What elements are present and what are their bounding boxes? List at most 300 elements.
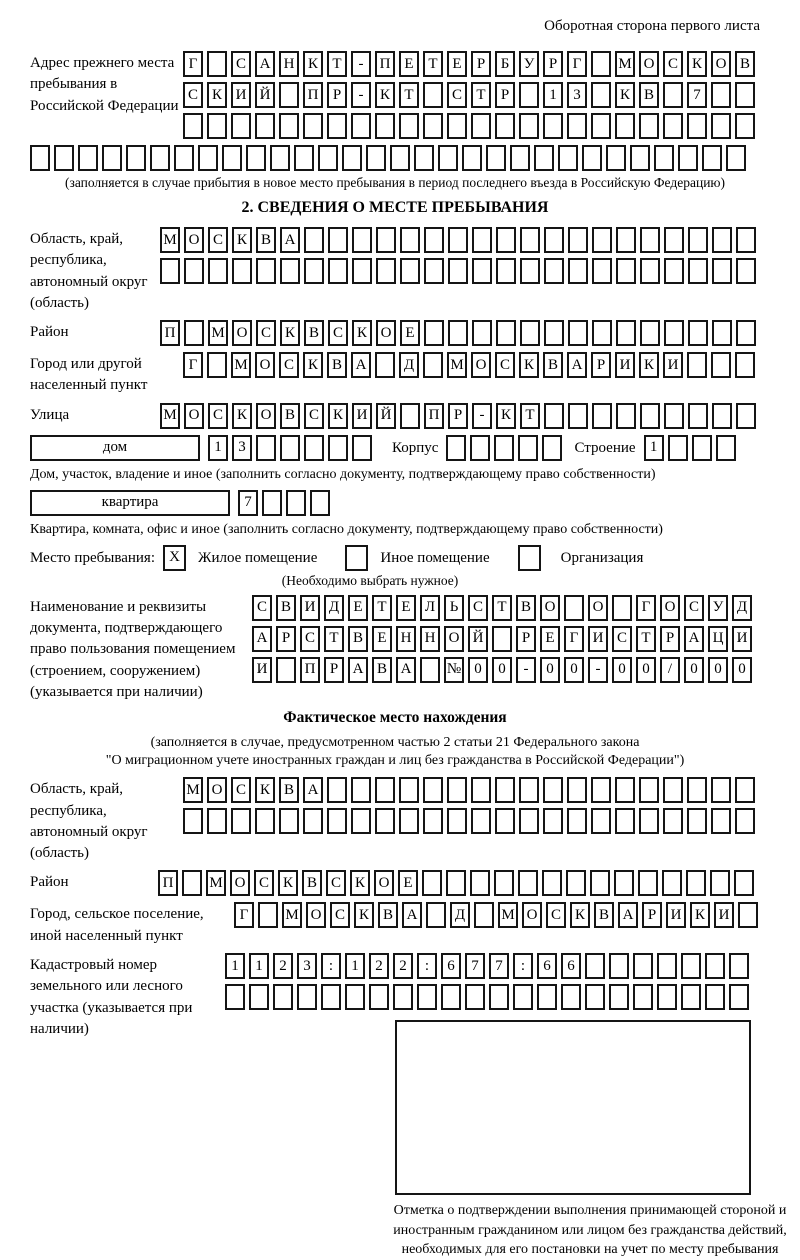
char-cell[interactable]	[351, 113, 371, 139]
char-cell[interactable]	[102, 145, 122, 171]
char-cell[interactable]: О	[374, 870, 394, 896]
char-cell[interactable]: 1	[208, 435, 228, 461]
char-cell[interactable]	[279, 113, 299, 139]
char-cell[interactable]: К	[303, 352, 323, 378]
char-cell[interactable]: В	[280, 403, 300, 429]
char-cell[interactable]	[664, 227, 684, 253]
char-cell[interactable]	[543, 113, 563, 139]
char-cell[interactable]	[558, 145, 578, 171]
char-cell[interactable]: С	[663, 51, 683, 77]
char-cell[interactable]: К	[352, 320, 372, 346]
char-cell[interactable]: 2	[393, 953, 413, 979]
char-cell[interactable]: С	[208, 403, 228, 429]
char-cell[interactable]	[465, 984, 485, 1010]
char-cell[interactable]	[273, 984, 293, 1010]
char-cell[interactable]	[494, 435, 514, 461]
char-cell[interactable]: Е	[372, 626, 392, 652]
char-cell[interactable]	[183, 113, 203, 139]
char-cell[interactable]	[448, 258, 468, 284]
char-cell[interactable]: -	[351, 51, 371, 77]
char-cell[interactable]	[518, 435, 538, 461]
char-cell[interactable]	[400, 403, 420, 429]
char-cell[interactable]: Н	[279, 51, 299, 77]
char-cell[interactable]	[351, 777, 371, 803]
char-cell[interactable]	[640, 320, 660, 346]
char-cell[interactable]	[447, 777, 467, 803]
char-cell[interactable]: В	[327, 352, 347, 378]
char-cell[interactable]: С	[612, 626, 632, 652]
char-cell[interactable]	[231, 808, 251, 834]
char-cell[interactable]	[711, 352, 731, 378]
char-cell[interactable]: Ь	[444, 595, 464, 621]
char-cell[interactable]	[664, 258, 684, 284]
char-cell[interactable]: Й	[255, 82, 275, 108]
checkbox-residential[interactable]: X	[163, 545, 186, 571]
char-cell[interactable]	[471, 808, 491, 834]
char-cell[interactable]	[448, 320, 468, 346]
char-cell[interactable]	[417, 984, 437, 1010]
char-cell[interactable]: Ц	[708, 626, 728, 652]
char-cell[interactable]: И	[714, 902, 734, 928]
char-cell[interactable]: №	[444, 657, 464, 683]
char-cell[interactable]: О	[230, 870, 250, 896]
char-cell[interactable]	[687, 352, 707, 378]
char-cell[interactable]	[640, 258, 660, 284]
char-cell[interactable]	[534, 145, 554, 171]
char-cell[interactable]	[342, 145, 362, 171]
char-cell[interactable]: А	[351, 352, 371, 378]
char-cell[interactable]	[585, 953, 605, 979]
char-cell[interactable]	[258, 902, 278, 928]
char-cell[interactable]	[630, 145, 650, 171]
char-cell[interactable]	[705, 953, 725, 979]
char-cell[interactable]	[664, 403, 684, 429]
char-cell[interactable]: В	[639, 82, 659, 108]
char-cell[interactable]: М	[447, 352, 467, 378]
char-cell[interactable]	[520, 320, 540, 346]
char-cell[interactable]	[441, 984, 461, 1010]
char-cell[interactable]: О	[207, 777, 227, 803]
char-cell[interactable]	[663, 808, 683, 834]
char-cell[interactable]: М	[160, 403, 180, 429]
char-cell[interactable]	[657, 953, 677, 979]
char-cell[interactable]	[470, 870, 490, 896]
char-cell[interactable]	[591, 808, 611, 834]
char-cell[interactable]	[663, 82, 683, 108]
char-cell[interactable]: В	[594, 902, 614, 928]
char-cell[interactable]: Г	[636, 595, 656, 621]
char-cell[interactable]	[592, 320, 612, 346]
char-cell[interactable]	[286, 490, 306, 516]
char-cell[interactable]	[198, 145, 218, 171]
char-cell[interactable]: О	[540, 595, 560, 621]
char-cell[interactable]: Е	[540, 626, 560, 652]
char-cell[interactable]	[544, 258, 564, 284]
char-cell[interactable]	[225, 984, 245, 1010]
char-cell[interactable]	[496, 227, 516, 253]
char-cell[interactable]: О	[376, 320, 396, 346]
char-cell[interactable]: 0	[708, 657, 728, 683]
char-cell[interactable]	[400, 258, 420, 284]
char-cell[interactable]	[255, 808, 275, 834]
char-cell[interactable]: Т	[636, 626, 656, 652]
char-cell[interactable]	[174, 145, 194, 171]
char-cell[interactable]: И	[352, 403, 372, 429]
char-cell[interactable]: В	[543, 352, 563, 378]
char-cell[interactable]: Е	[398, 870, 418, 896]
char-cell[interactable]	[616, 227, 636, 253]
char-cell[interactable]: Р	[276, 626, 296, 652]
char-cell[interactable]: Т	[399, 82, 419, 108]
char-cell[interactable]: Е	[348, 595, 368, 621]
char-cell[interactable]	[592, 403, 612, 429]
char-cell[interactable]: К	[303, 51, 323, 77]
char-cell[interactable]: К	[639, 352, 659, 378]
char-cell[interactable]	[489, 984, 509, 1010]
char-cell[interactable]: С	[447, 82, 467, 108]
char-cell[interactable]	[246, 145, 266, 171]
char-cell[interactable]	[232, 258, 252, 284]
char-cell[interactable]: Р	[591, 352, 611, 378]
char-cell[interactable]: С	[254, 870, 274, 896]
char-cell[interactable]	[638, 870, 658, 896]
char-cell[interactable]: Д	[732, 595, 752, 621]
char-cell[interactable]	[591, 82, 611, 108]
char-cell[interactable]: К	[687, 51, 707, 77]
char-cell[interactable]	[614, 870, 634, 896]
checkbox-organization[interactable]	[518, 545, 541, 571]
char-cell[interactable]: И	[615, 352, 635, 378]
char-cell[interactable]	[612, 595, 632, 621]
char-cell[interactable]: К	[519, 352, 539, 378]
char-cell[interactable]: Р	[543, 51, 563, 77]
char-cell[interactable]	[736, 403, 756, 429]
char-cell[interactable]: Е	[396, 595, 416, 621]
char-cell[interactable]	[688, 258, 708, 284]
char-cell[interactable]: Е	[400, 320, 420, 346]
char-cell[interactable]: О	[660, 595, 680, 621]
char-cell[interactable]	[438, 145, 458, 171]
char-cell[interactable]	[688, 320, 708, 346]
char-cell[interactable]	[303, 808, 323, 834]
char-cell[interactable]	[735, 777, 755, 803]
char-cell[interactable]: К	[615, 82, 635, 108]
char-cell[interactable]	[423, 777, 443, 803]
char-cell[interactable]: К	[690, 902, 710, 928]
char-cell[interactable]	[126, 145, 146, 171]
char-cell[interactable]	[520, 227, 540, 253]
char-cell[interactable]: И	[666, 902, 686, 928]
char-cell[interactable]: 6	[537, 953, 557, 979]
char-cell[interactable]: Й	[376, 403, 396, 429]
char-cell[interactable]	[303, 113, 323, 139]
char-cell[interactable]	[150, 145, 170, 171]
char-cell[interactable]	[462, 145, 482, 171]
char-cell[interactable]: Т	[372, 595, 392, 621]
char-cell[interactable]: О	[255, 352, 275, 378]
char-cell[interactable]: Н	[420, 626, 440, 652]
char-cell[interactable]	[208, 258, 228, 284]
char-cell[interactable]	[568, 227, 588, 253]
char-cell[interactable]	[711, 113, 731, 139]
char-cell[interactable]	[711, 808, 731, 834]
char-cell[interactable]	[519, 82, 539, 108]
char-cell[interactable]	[543, 808, 563, 834]
char-cell[interactable]	[352, 258, 372, 284]
char-cell[interactable]	[616, 258, 636, 284]
char-cell[interactable]: В	[735, 51, 755, 77]
char-cell[interactable]	[590, 870, 610, 896]
char-cell[interactable]	[633, 984, 653, 1010]
char-cell[interactable]: Г	[183, 51, 203, 77]
char-cell[interactable]: Р	[660, 626, 680, 652]
char-cell[interactable]	[446, 870, 466, 896]
char-cell[interactable]	[393, 984, 413, 1010]
char-cell[interactable]	[424, 320, 444, 346]
char-cell[interactable]	[471, 113, 491, 139]
char-cell[interactable]	[327, 777, 347, 803]
char-cell[interactable]	[615, 113, 635, 139]
char-cell[interactable]: В	[279, 777, 299, 803]
char-cell[interactable]	[567, 777, 587, 803]
char-cell[interactable]	[654, 145, 674, 171]
char-cell[interactable]: Т	[520, 403, 540, 429]
char-cell[interactable]: М	[498, 902, 518, 928]
char-cell[interactable]	[738, 902, 758, 928]
char-cell[interactable]	[561, 984, 581, 1010]
char-cell[interactable]	[399, 113, 419, 139]
char-cell[interactable]: О	[306, 902, 326, 928]
char-cell[interactable]: С	[330, 902, 350, 928]
char-cell[interactable]	[564, 595, 584, 621]
char-cell[interactable]	[297, 984, 317, 1010]
char-cell[interactable]: -	[351, 82, 371, 108]
char-cell[interactable]	[375, 352, 395, 378]
char-cell[interactable]: П	[424, 403, 444, 429]
char-cell[interactable]	[496, 320, 516, 346]
char-cell[interactable]	[687, 113, 707, 139]
char-cell[interactable]	[711, 82, 731, 108]
char-cell[interactable]	[474, 902, 494, 928]
char-cell[interactable]	[716, 435, 736, 461]
char-cell[interactable]	[735, 808, 755, 834]
char-cell[interactable]: 0	[684, 657, 704, 683]
char-cell[interactable]	[566, 870, 586, 896]
char-cell[interactable]	[712, 320, 732, 346]
char-cell[interactable]: М	[282, 902, 302, 928]
char-cell[interactable]	[663, 113, 683, 139]
char-cell[interactable]	[279, 82, 299, 108]
char-cell[interactable]	[616, 403, 636, 429]
char-cell[interactable]: С	[495, 352, 515, 378]
char-cell[interactable]: Г	[234, 902, 254, 928]
char-cell[interactable]: О	[232, 320, 252, 346]
char-cell[interactable]: Р	[495, 82, 515, 108]
char-cell[interactable]: П	[303, 82, 323, 108]
char-cell[interactable]: Р	[642, 902, 662, 928]
char-cell[interactable]	[640, 227, 660, 253]
char-cell[interactable]	[609, 953, 629, 979]
char-cell[interactable]	[582, 145, 602, 171]
char-cell[interactable]	[609, 984, 629, 1010]
char-cell[interactable]	[182, 870, 202, 896]
char-cell[interactable]	[369, 984, 389, 1010]
char-cell[interactable]: 0	[468, 657, 488, 683]
char-cell[interactable]: О	[471, 352, 491, 378]
char-cell[interactable]	[640, 403, 660, 429]
char-cell[interactable]	[495, 808, 515, 834]
char-cell[interactable]: П	[375, 51, 395, 77]
char-cell[interactable]: О	[184, 403, 204, 429]
char-cell[interactable]	[519, 777, 539, 803]
char-cell[interactable]: С	[684, 595, 704, 621]
char-cell[interactable]	[399, 808, 419, 834]
char-cell[interactable]	[345, 984, 365, 1010]
char-cell[interactable]: К	[375, 82, 395, 108]
char-cell[interactable]: И	[300, 595, 320, 621]
char-cell[interactable]: Г	[183, 352, 203, 378]
char-cell[interactable]: И	[732, 626, 752, 652]
char-cell[interactable]	[496, 258, 516, 284]
char-cell[interactable]: В	[304, 320, 324, 346]
char-cell[interactable]	[426, 902, 446, 928]
char-cell[interactable]	[222, 145, 242, 171]
char-cell[interactable]: А	[252, 626, 272, 652]
char-cell[interactable]: 7	[465, 953, 485, 979]
char-cell[interactable]: Н	[396, 626, 416, 652]
char-cell[interactable]: С	[208, 227, 228, 253]
char-cell[interactable]	[207, 113, 227, 139]
char-cell[interactable]	[513, 984, 533, 1010]
char-cell[interactable]	[424, 227, 444, 253]
char-cell[interactable]	[375, 777, 395, 803]
char-cell[interactable]	[639, 777, 659, 803]
char-cell[interactable]	[304, 227, 324, 253]
char-cell[interactable]	[304, 258, 324, 284]
char-cell[interactable]	[207, 808, 227, 834]
char-cell[interactable]: К	[232, 403, 252, 429]
char-cell[interactable]: П	[160, 320, 180, 346]
char-cell[interactable]	[520, 258, 540, 284]
char-cell[interactable]	[472, 258, 492, 284]
char-cell[interactable]: Б	[495, 51, 515, 77]
char-cell[interactable]: Р	[516, 626, 536, 652]
char-cell[interactable]: И	[588, 626, 608, 652]
char-cell[interactable]: М	[208, 320, 228, 346]
char-cell[interactable]: С	[279, 352, 299, 378]
char-cell[interactable]: М	[615, 51, 635, 77]
char-cell[interactable]	[735, 352, 755, 378]
char-cell[interactable]	[544, 403, 564, 429]
char-cell[interactable]: М	[206, 870, 226, 896]
char-cell[interactable]	[662, 870, 682, 896]
char-cell[interactable]	[400, 227, 420, 253]
char-cell[interactable]	[702, 145, 722, 171]
char-cell[interactable]: К	[278, 870, 298, 896]
char-cell[interactable]	[375, 113, 395, 139]
char-cell[interactable]: В	[276, 595, 296, 621]
char-cell[interactable]	[692, 435, 712, 461]
char-cell[interactable]: С	[328, 320, 348, 346]
char-cell[interactable]: А	[280, 227, 300, 253]
char-cell[interactable]: О	[256, 403, 276, 429]
char-cell[interactable]	[616, 320, 636, 346]
char-cell[interactable]	[207, 51, 227, 77]
char-cell[interactable]	[231, 113, 251, 139]
char-cell[interactable]: О	[588, 595, 608, 621]
char-cell[interactable]: Д	[324, 595, 344, 621]
char-cell[interactable]	[615, 808, 635, 834]
char-cell[interactable]	[422, 870, 442, 896]
char-cell[interactable]: А	[396, 657, 416, 683]
char-cell[interactable]: В	[378, 902, 398, 928]
char-cell[interactable]: О	[444, 626, 464, 652]
char-cell[interactable]: Д	[399, 352, 419, 378]
char-cell[interactable]	[280, 435, 300, 461]
char-cell[interactable]	[544, 227, 564, 253]
char-cell[interactable]	[592, 227, 612, 253]
char-cell[interactable]	[328, 435, 348, 461]
char-cell[interactable]: С	[252, 595, 272, 621]
char-cell[interactable]	[256, 258, 276, 284]
char-cell[interactable]: И	[252, 657, 272, 683]
char-cell[interactable]	[376, 258, 396, 284]
char-cell[interactable]	[542, 870, 562, 896]
char-cell[interactable]: С	[326, 870, 346, 896]
char-cell[interactable]: 7	[687, 82, 707, 108]
char-cell[interactable]	[375, 808, 395, 834]
char-cell[interactable]	[687, 777, 707, 803]
char-cell[interactable]	[472, 227, 492, 253]
char-cell[interactable]	[255, 113, 275, 139]
char-cell[interactable]: К	[232, 227, 252, 253]
char-cell[interactable]: В	[372, 657, 392, 683]
char-cell[interactable]: 7	[238, 490, 258, 516]
char-cell[interactable]	[366, 145, 386, 171]
char-cell[interactable]	[184, 258, 204, 284]
char-cell[interactable]	[681, 953, 701, 979]
char-cell[interactable]: 3	[567, 82, 587, 108]
char-cell[interactable]: Т	[471, 82, 491, 108]
char-cell[interactable]: О	[522, 902, 542, 928]
char-cell[interactable]: М	[183, 777, 203, 803]
char-cell[interactable]: С	[231, 777, 251, 803]
char-cell[interactable]: А	[684, 626, 704, 652]
char-cell[interactable]	[688, 403, 708, 429]
char-cell[interactable]	[735, 82, 755, 108]
char-cell[interactable]	[735, 113, 755, 139]
char-cell[interactable]	[327, 808, 347, 834]
char-cell[interactable]: 0	[540, 657, 560, 683]
char-cell[interactable]	[256, 435, 276, 461]
char-cell[interactable]	[591, 113, 611, 139]
char-cell[interactable]	[663, 777, 683, 803]
char-cell[interactable]	[688, 227, 708, 253]
char-cell[interactable]: О	[711, 51, 731, 77]
char-cell[interactable]	[321, 984, 341, 1010]
char-cell[interactable]	[423, 113, 443, 139]
char-cell[interactable]	[390, 145, 410, 171]
char-cell[interactable]: А	[255, 51, 275, 77]
char-cell[interactable]: Й	[468, 626, 488, 652]
char-cell[interactable]	[519, 113, 539, 139]
char-cell[interactable]: Р	[471, 51, 491, 77]
char-cell[interactable]	[446, 435, 466, 461]
char-cell[interactable]: 1	[345, 953, 365, 979]
char-cell[interactable]	[591, 51, 611, 77]
char-cell[interactable]	[639, 113, 659, 139]
char-cell[interactable]	[686, 870, 706, 896]
